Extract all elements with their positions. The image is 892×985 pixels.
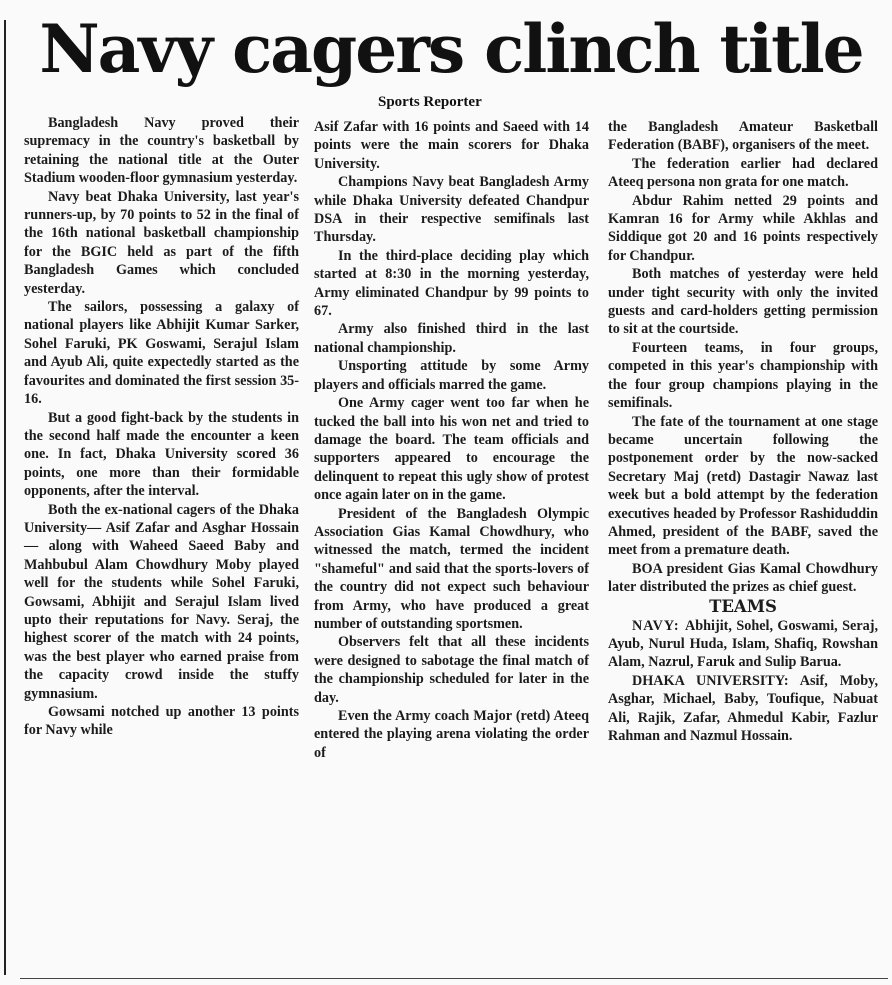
paragraph: BOA president Gias Kamal Chowdhury later distributed the prizes as chief guest. [608,560,878,596]
navy-players: Abhijit, Sohel, Goswami, Seraj, Ayub, Nurul Huda, Islam, Shafiq, Rowshan Alam, Nazrul, Faruk and Sulip Barua. [608,617,878,671]
paragraph: In the third-place deciding play which started at 8:30 in the morning yesterday, Army eliminated Chandpur by 99 points to 67. [314,247,589,320]
paragraph: One Army cager went too far when he tucked the ball into his won net and tried to damage the board. The team officials and supporters appeared to encourage the delinquent to repeat this ugly show of protest once again later on in the game. [314,395,589,504]
paragraph: Gowsami notched up another 13 points for Navy while [24,704,299,739]
teams-heading: TEAMS [709,596,777,616]
paragraph: Even the Army coach Major (retd) Ateeq entered the playing arena violating the order of [314,708,589,761]
paragraph: President of the Bangladesh Olympic Association Gias Kamal Chowdhury, who witnessed the match, termed the incident "shameful" and said that the sports-lovers of the country did not expect such behaviour from Army, who have produced a great number of outstanding sportsmen. [314,505,589,632]
byline: Sports Reporter [378,94,482,110]
navy-lineup [608,617,878,672]
article-column-3 [608,118,878,745]
article-column-1 [24,114,299,740]
paragraph: But a good fight-back by the students in the second half made the encounter a keen one. In fact, Dhaka University scored 36 points, one more than their formidable opponents, after the interval. [24,409,299,500]
paragraph: Fourteen teams, in four groups, competed in this year's championship with the four group champions playing in the semifinals. [608,339,878,412]
column-rule [4,20,6,975]
paragraph: The sailors, possessing a galaxy of national players like Abhijit Kumar Sarker, Sohel Faruki, PK Goswami, Serajul Islam and Ayub Ali, quite expectedly started as the favourites and dominated the first session 35-16. [24,299,299,408]
paragraph: Observers felt that all these incidents were designed to sabotage the final match of the championship scheduled for later in the day. [314,634,589,706]
article-column-2 [314,118,589,762]
paragraph: The federation earlier had declared Ateeq persona non grata for one match. [608,155,878,191]
du-lineup [608,672,878,746]
paragraph: Champions Navy beat Bangladesh Army while Dhaka University defeated Chandpur DSA in their respective semifinals last Thursday. [314,174,589,246]
navy-label: NAVY: [632,617,685,634]
bottom-rule [20,978,888,979]
paragraph: Asif Zafar with 16 points and Saeed with 14 points were the main scorers for Dhaka University. [314,119,589,172]
paragraph: Unsporting attitude by some Army players and officials marred the game. [314,358,589,393]
paragraph: Navy beat Dhaka University, last year's runners-up, by 70 points to 52 in the final of the 16th national basketball championship for the BGIC held as part of the fifth Bangladesh Games which concluded yesterday. [24,188,299,297]
paragraph: the Bangladesh Amateur Basketball Federation (BABF), organisers of the meet. [608,119,878,154]
du-players: Asif, Moby, Asghar, Michael, Baby, Toufique, Nabuat Ali, Rajik, Zafar, Ahmedul Kabir, Fazlur Rahman and Nazmul Hossain. [608,672,879,744]
paragraph: Both matches of yesterday were held under tight security with only the invited guests and card-holders getting permission to sit at the courtside. [608,266,878,338]
du-label: DHAKA UNIVERSITY: [632,672,800,689]
paragraph: Abdur Rahim netted 29 points and Kamran 16 for Army while Akhlas and Siddique got 20 and 16 points respectively for Chandpur. [608,192,878,264]
paragraph: Bangladesh Navy proved their supremacy in the country's basketball by retaining the national title at the Outer Stadium wooden-floor gymnasium yesterday. [24,115,299,187]
headline: Navy cagers clinch title [39,10,863,88]
paragraph: Army also finished third in the last national championship. [314,321,589,356]
paragraph: The fate of the tournament at one stage became uncertain following the postponement order by the now-sacked Secretary Maj (retd) Dastagir Nawaz last week but a bold attempt by the federation executives headed by Professor Rashiduddin Ahmed, president of the BABF, saved the meet from a premature death. [608,413,878,559]
paragraph: Both the ex-national cagers of the Dhaka University— Asif Zafar and Asghar Hossain — along with Waheed Saeed Baby and Mahbubul Alam Chowdhury Moby played well for the students while Sohel Faruki, Gowsami, Abhijit and Serajul Islam lived upto their reputations for Navy. Seraj, the highest scorer of the match with 24 points, was the best player who earned praise from the capacity crowd inside the stuffy gymnasium. [24,501,299,702]
